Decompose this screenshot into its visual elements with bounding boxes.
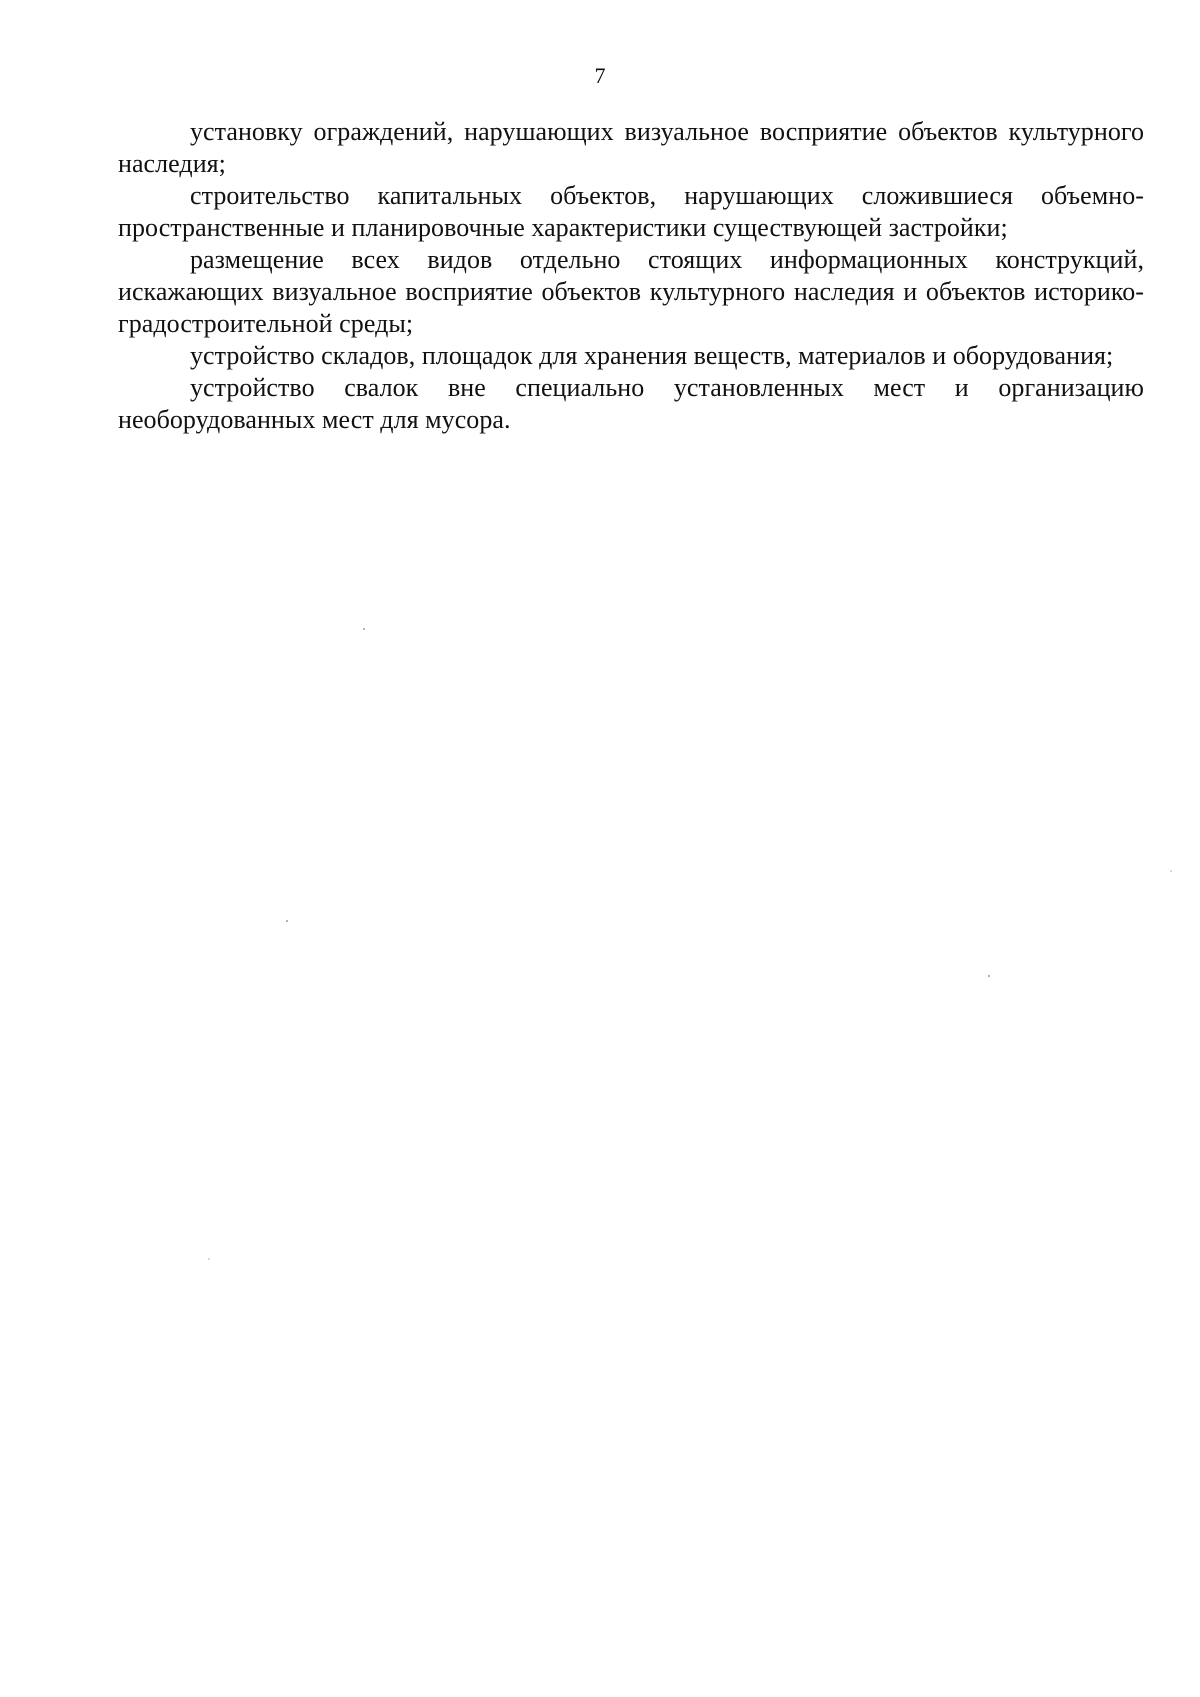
paragraph-capital-construction: строительство капитальных объектов, нарушающих сложившиеся объемно-пространственные и планировочные характеристики существующей застройки; — [118, 181, 1144, 242]
scan-speck — [286, 920, 288, 922]
scan-speck — [208, 1258, 210, 1260]
page-number: 7 — [594, 63, 606, 88]
paragraph-warehouses: устройство складов, площадок для хранения веществ, материалов и оборудования; — [190, 341, 1114, 370]
paragraph-dumps: устройство свалок вне специально установленных мест и организацию необорудованных мест для мусора. — [118, 373, 1144, 434]
paragraph-information-structures: размещение всех видов отдельно стоящих информационных конструкций, искажающих визуальное восприятие объектов культурного наследия и объектов историко-градостроительной среды; — [118, 245, 1144, 338]
scan-speck — [988, 975, 990, 977]
paragraph-fences: установку ограждений, нарушающих визуальное восприятие объектов культурного наследия; — [118, 117, 1144, 178]
scan-speck — [363, 628, 365, 630]
document-body — [118, 116, 1144, 436]
scan-speck — [1170, 870, 1172, 872]
